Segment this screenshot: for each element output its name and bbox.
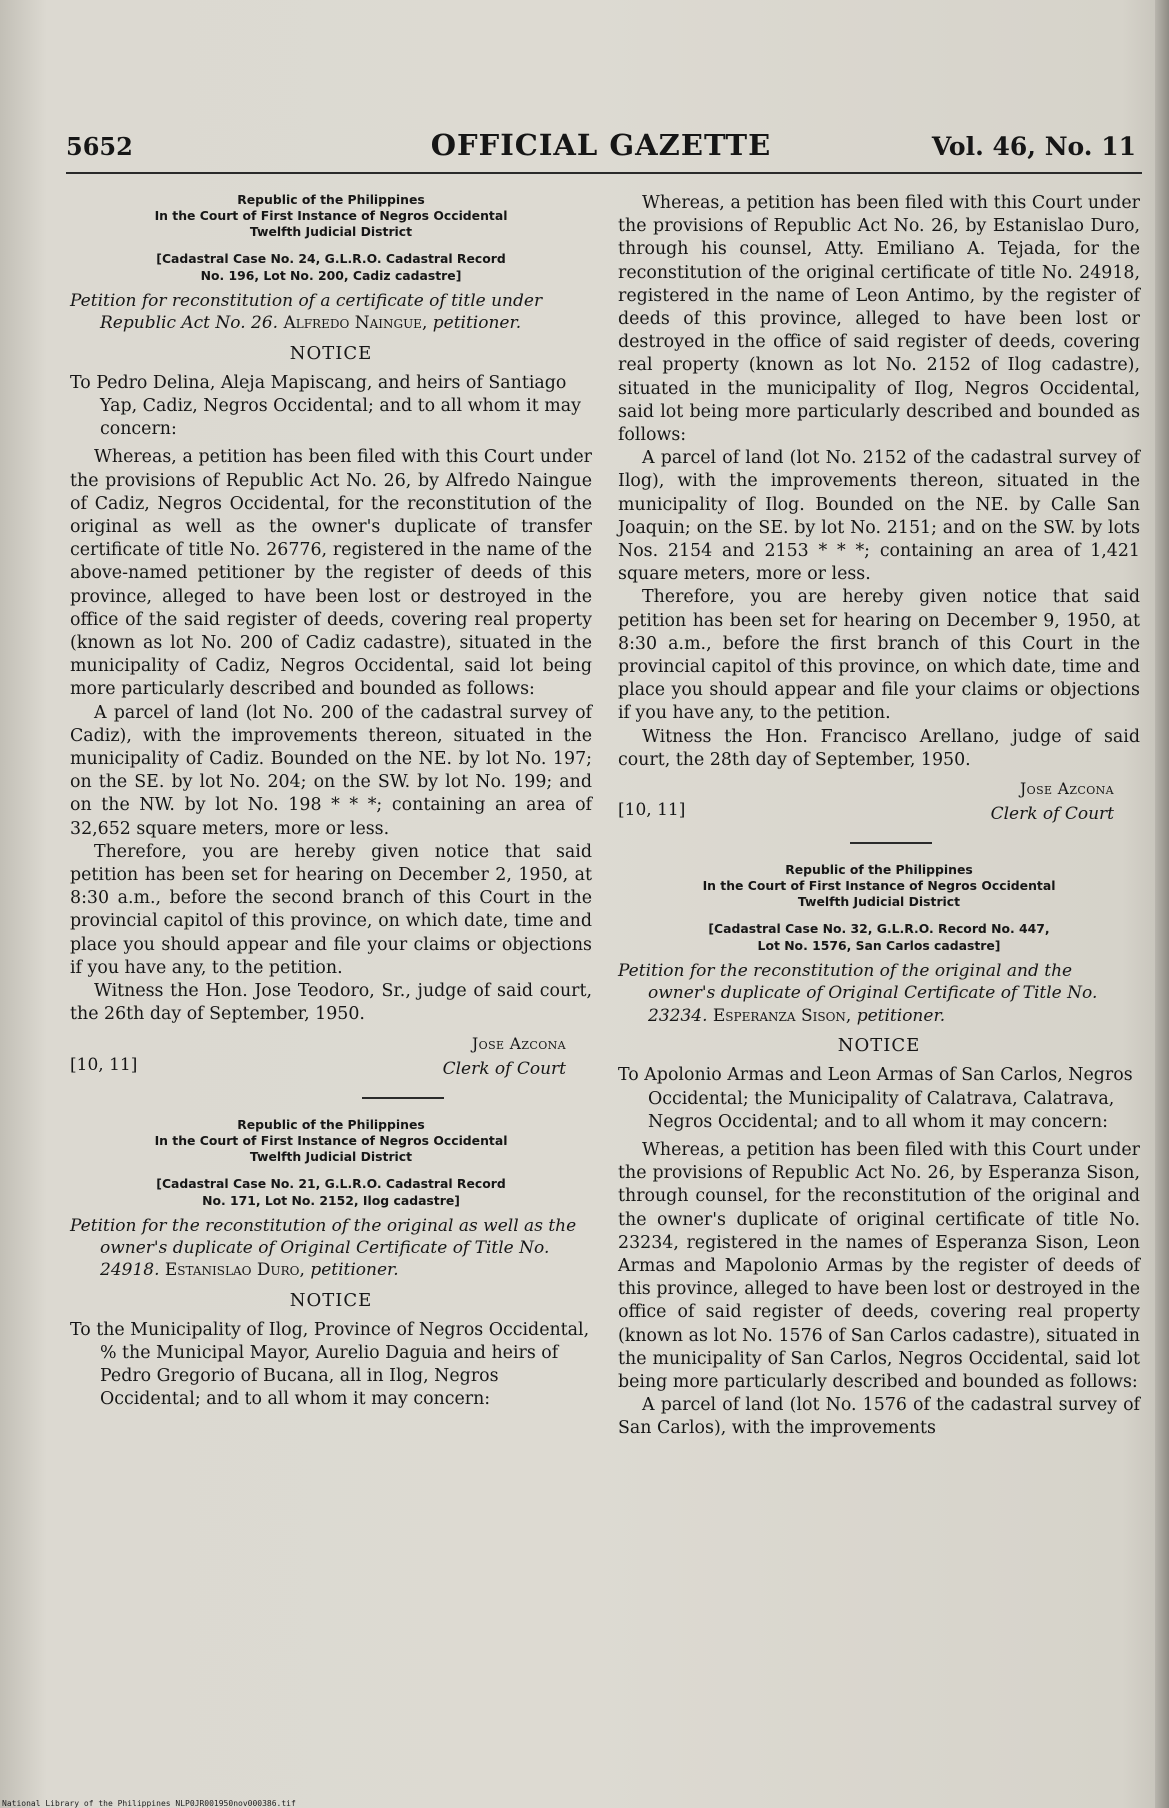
signatory-title: Clerk of Court xyxy=(990,804,1114,825)
notice1-addressees: To Pedro Delina, Aleja Mapiscang, and heirs of Santiago Yap, Cadiz, Negros Occidental; and to all whom it may concern: xyxy=(70,372,581,440)
volume-number: Vol. 46, No. 11 xyxy=(931,132,1136,161)
court-line: Republic of the Philippines xyxy=(237,192,425,207)
court-line: Republic of the Philippines xyxy=(237,1116,425,1132)
notice1-court-caption xyxy=(70,192,592,240)
signatory-title: Clerk of Court xyxy=(442,1058,566,1079)
notice3-case-reference xyxy=(618,920,1140,954)
court-line: Republic of the Philippines xyxy=(785,862,973,878)
page-header xyxy=(66,128,1136,172)
notice-separator xyxy=(850,842,932,844)
notice1-case-reference xyxy=(70,250,592,284)
petitioner-name: Estanislao Duro, xyxy=(164,1260,305,1281)
notice3-court-caption xyxy=(618,862,1140,910)
court-line: Twelfth Judicial District xyxy=(249,1148,413,1164)
case-line: Lot No. 1576, San Carlos cadastre] xyxy=(757,938,1001,954)
case-line: [Cadastral Case No. 32, G.L.R.O. Record No. 447, xyxy=(708,921,1050,937)
notice2-paragraph: Whereas, a petition has been filed with this Court under the provisions of Republic Act No. 26, by Estanislao Duro, through his counsel, Atty. Emiliano A. Tejada, for the reconstitution of the original certificate of title No. 24918, registered in the name of Leon Antimo, by the register of deeds of this province, alleged to have been lost or destroyed in the office of said register of deeds, covering real property (known as lot No. 2152 of Ilog cadastre), situated in the municipality of Ilog, Negros Occidental, said lot being more particularly described and bounded as follows: xyxy=(618,193,1140,446)
notice2-heading: NOTICE xyxy=(289,1289,373,1311)
notice2-addressees: To the Municipality of Ilog, Province of Negros Occidental, % the Municipal Mayor, Aurelio Daguia and heirs of Pedro Gregorio of Bucana, all in Ilog, Negros Occidental; and to all whom it may concern: xyxy=(70,1319,590,1410)
notice2-petition-title: Petition for the reconstitution of the original as well as the owner's duplicate of Original Certificate of Title No. 24918. Estanislao Duro, petitioner. xyxy=(70,1215,577,1281)
notice2-paragraph: Therefore, you are hereby given notice that said petition has been set for hearing on December 9, 1950, at 8:30 a.m., before the first branch of this Court in the provincial capitol of this province, on which date, time and place you should appear and file your claims or objections if you have any, to the petition. xyxy=(618,587,1140,724)
case-line: No. 196, Lot No. 200, Cadiz cadastre] xyxy=(200,268,462,283)
header-rule xyxy=(66,172,1142,174)
publication-title: OFFICIAL GAZETTE xyxy=(430,128,772,162)
notice1-paragraph: A parcel of land (lot No. 200 of the cadastral survey of Cadiz), with the improvements thereon, situated in the municipality of Cadiz. Bounded on the NE. by lot No. 197; on the SE. by lot No. 204; on the SW. by lot No. 199; and on the NW. by lot No. 198 * * *; containing an area of 32,652 square meters, more or less. xyxy=(70,702,592,839)
notice-separator xyxy=(362,1097,444,1099)
scan-footer: National Library of the Philippines NLP0JR001950nov000386.tif xyxy=(2,1799,296,1808)
notice3-paragraph: Whereas, a petition has been filed with this Court under the provisions of Republic Act No. 26, by Esperanza Sison, through counsel, for the reconstitution of the original and the owner's duplicate of original certificate of title No. 23234, registered in the names of Esperanza Sison, Leon Armas and Mapolonio Armas by the register of deeds of this province, alleged to have been lost or destroyed in the office of said register of deeds, covering real property (known as lot No. 1576 of San Carlos cadastre), situated in the municipality of San Carlos, Negros Occidental, said lot being more particularly described and bounded as follows: xyxy=(618,1139,1140,1392)
left-column xyxy=(70,192,592,1417)
court-line: In the Court of First Instance of Negros Occidental xyxy=(702,878,1056,894)
court-line: In the Court of First Instance of Negros Occidental xyxy=(154,208,508,223)
notice3-heading: NOTICE xyxy=(837,1035,921,1057)
notice1-petition-title: Petition for reconstitution of a certificate of title under Republic Act No. 26. Alfredo Naingue, petitioner. xyxy=(70,291,543,334)
page-number: 5652 xyxy=(66,132,133,161)
court-line: Twelfth Judicial District xyxy=(797,894,961,910)
notice3-paragraph: A parcel of land (lot No. 1576 of the cadastral survey of San Carlos), with the improvements xyxy=(618,1395,1140,1439)
notice2-signature xyxy=(618,780,1140,830)
case-line: No. 171, Lot No. 2152, Ilog cadastre] xyxy=(202,1192,460,1208)
notice3-petition-title: Petition for the reconstitution of the original and the owner's duplicate of Original Certificate of Title No. 23234. Esperanza Sison, petitioner. xyxy=(618,961,1098,1026)
notice3-addressees: To Apolonio Armas and Leon Armas of San Carlos, Negros Occidental; the Municipality of Calatrava, Calatrava, Negros Occidental; and to all whom it may concern: xyxy=(618,1065,1133,1132)
notice2-court-caption xyxy=(70,1117,592,1165)
case-line: [Cadastral Case No. 21, G.L.R.O. Cadastral Record xyxy=(156,1175,506,1191)
notice1-paragraph: Whereas, a petition has been filed with this Court under the provisions of Republic Act No. 26, by Alfredo Naingue of Cadiz, Negros Occidental, for the reconstitution of the original as well as the owner's duplicate of transfer certificate of title No. 26776, registered in the name of the above-named petitioner by the register of deeds of this province, alleged to have been lost or destroyed in the office of the said register of deeds, covering real property (known as lot No. 200 of Cadiz cadastre), situated in the municipality of Cadiz, Negros Occidental, said lot being more particularly described and bounded as follows: xyxy=(70,447,592,700)
page-spine-edge xyxy=(1155,0,1169,1808)
notice1-paragraph: Witness the Hon. Jose Teodoro, Sr., judge of said court, the 26th day of September, 1950. xyxy=(70,981,592,1025)
court-line: Twelfth Judicial District xyxy=(249,224,413,239)
issue-numbers: [10, 11] xyxy=(70,1054,138,1075)
petitioner-name: Esperanza Sison, xyxy=(712,1005,852,1026)
case-line: [Cadastral Case No. 24, G.L.R.O. Cadastral Record xyxy=(156,251,506,266)
signatory-name: Jose Azcona xyxy=(472,1034,566,1053)
notice1-heading: NOTICE xyxy=(289,342,373,364)
signatory-name: Jose Azcona xyxy=(1020,780,1114,799)
petitioner-name: Alfredo Naingue, xyxy=(283,313,428,334)
notice1-paragraph: Therefore, you are hereby given notice that said petition has been set for hearing on December 2, 1950, at 8:30 a.m., before the second branch of this Court in the provincial capitol of this province, on which date, time and place you should appear and file your claims or objections if you have any, to the petition. xyxy=(70,841,592,978)
right-column xyxy=(618,192,1140,1441)
court-line: In the Court of First Instance of Negros Occidental xyxy=(154,1132,508,1148)
notice2-paragraph: Witness the Hon. Francisco Arellano, judge of said court, the 28th day of September, 1950. xyxy=(618,726,1140,770)
notice2-paragraph: A parcel of land (lot No. 2152 of the cadastral survey of Ilog), with the improvements thereon, situated in the municipality of Ilog. Bounded on the NE. by Calle San Joaquin; on the SE. by lot No. 2151; and on the SW. by lots Nos. 2154 and 2153 * * *; containing an area of 1,421 square meters, more or less. xyxy=(618,448,1140,585)
issue-numbers: [10, 11] xyxy=(618,800,686,821)
notice2-case-reference xyxy=(70,1175,592,1209)
notice1-signature xyxy=(70,1035,592,1085)
